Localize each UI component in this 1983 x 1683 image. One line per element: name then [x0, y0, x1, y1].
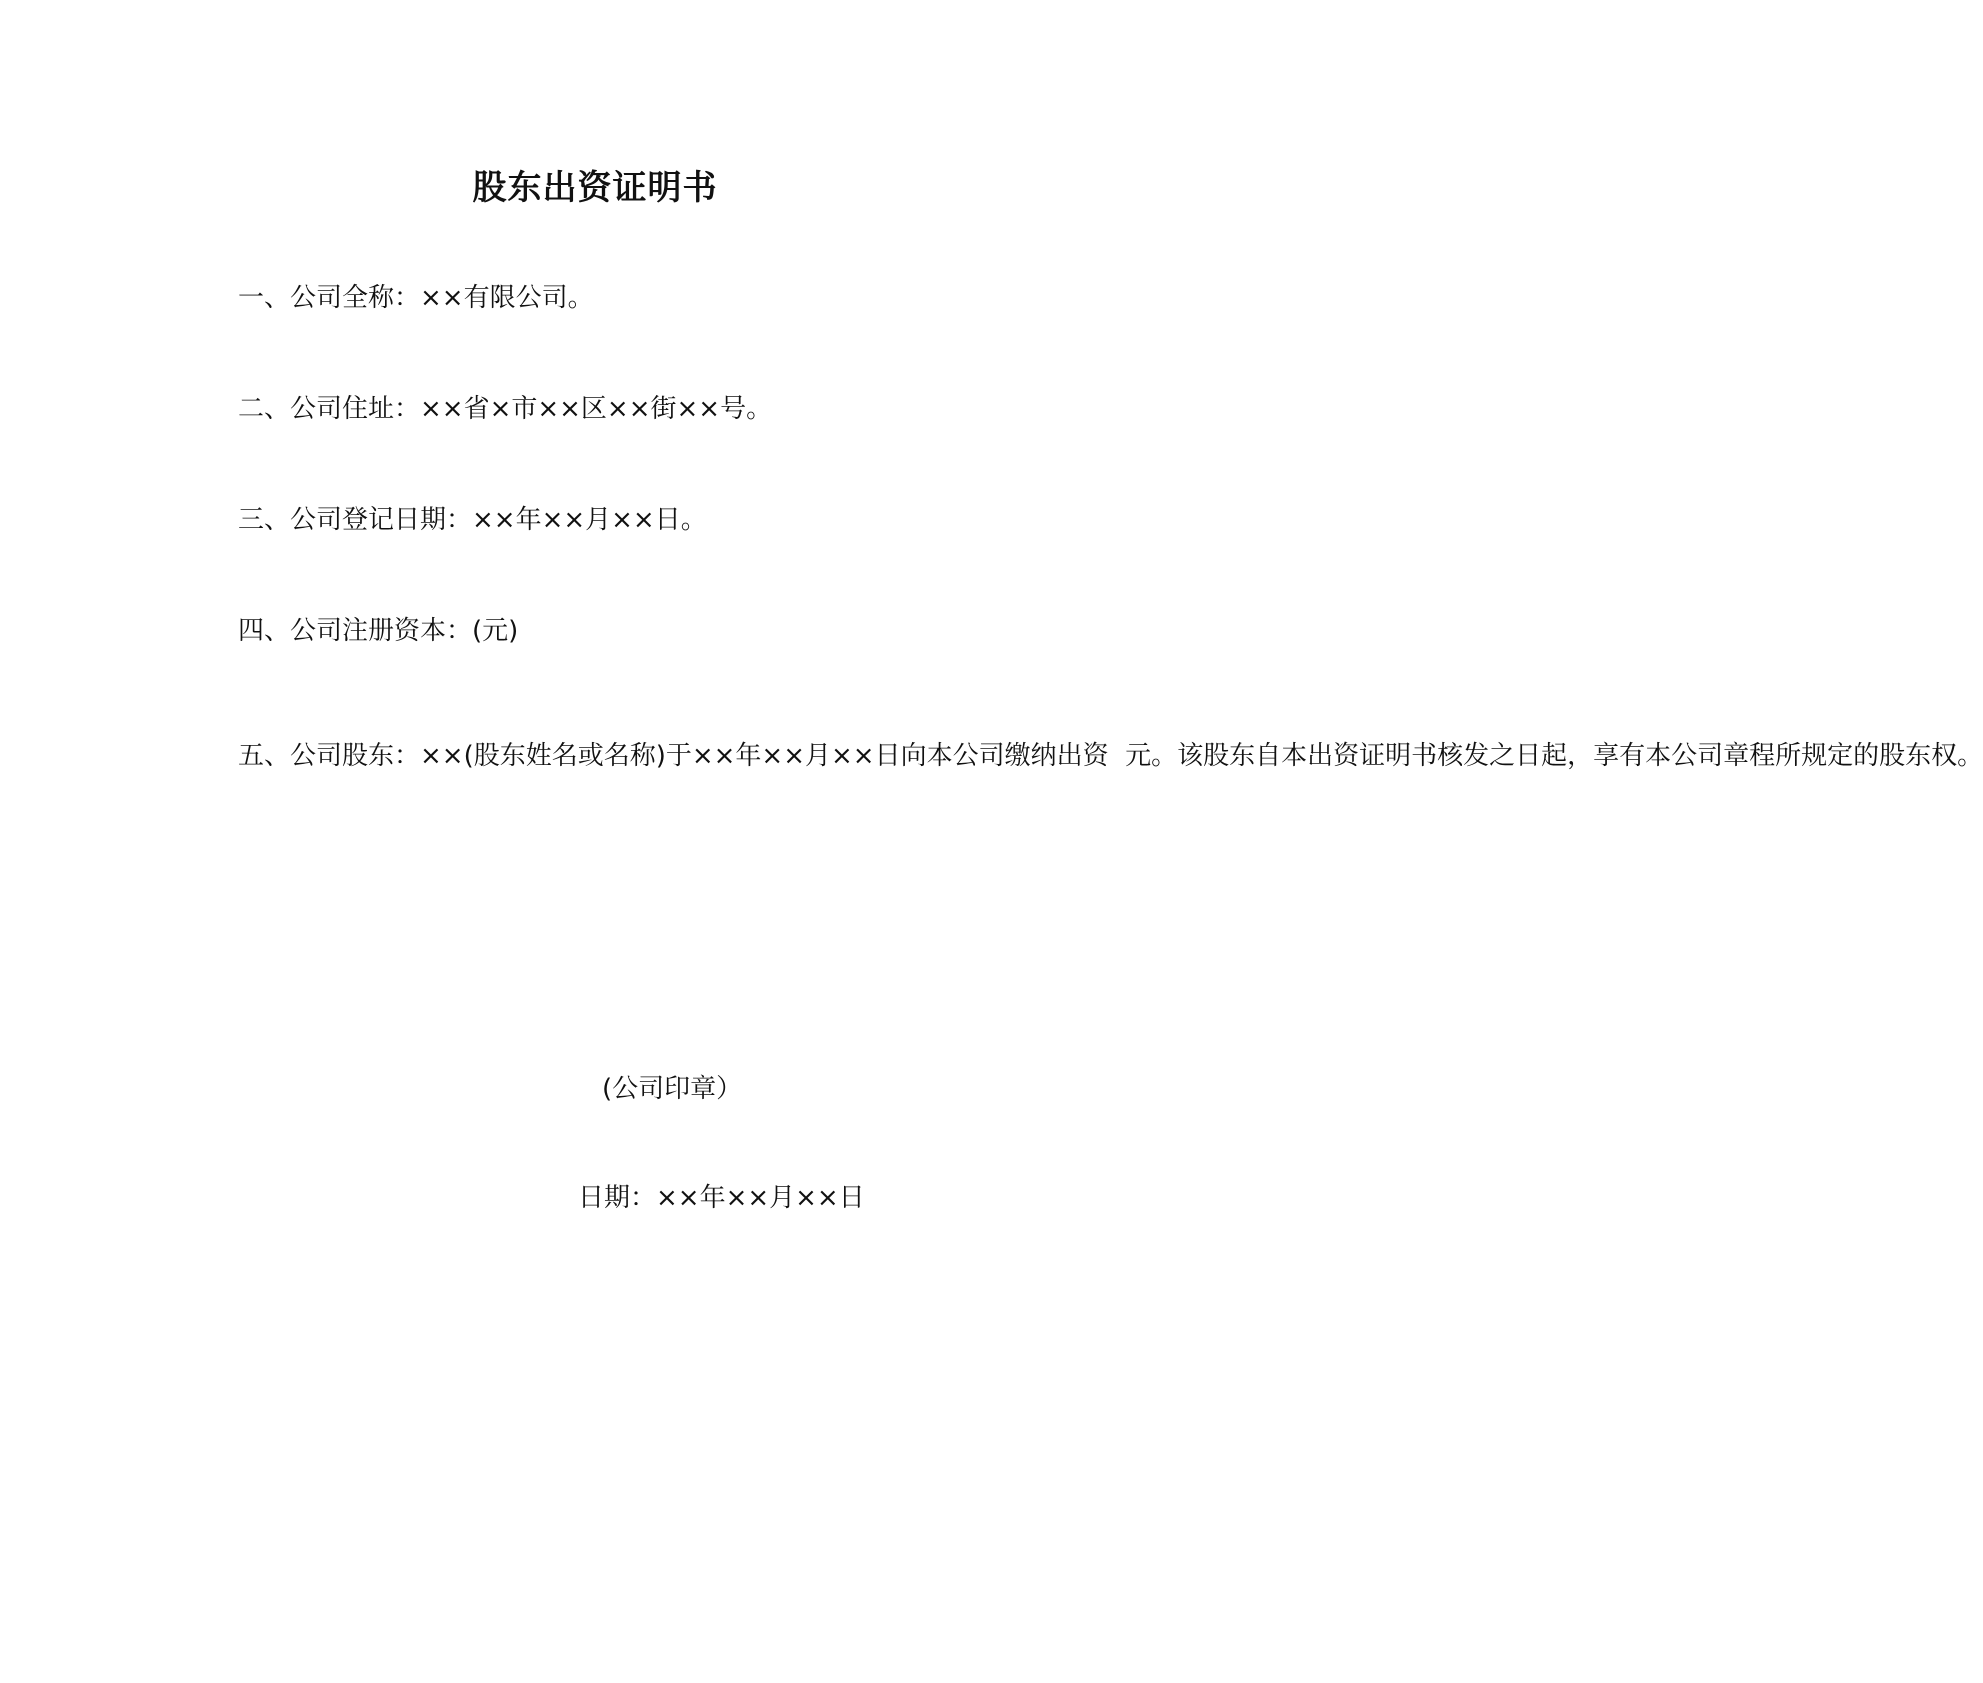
item-shareholder-text: 五、公司股东：××(股东姓名或名称)于××年××月××日向本公司缴纳出资 元。该股东自本出资证明书核发之日起，享有本公司章程所规定的股东权。 [238, 741, 1983, 771]
document-title: 股东出资证明书 [472, 168, 718, 208]
company-seal-label: (公司印章） [602, 1074, 743, 1104]
signature-date: 日期：××年××月××日 [578, 1183, 865, 1213]
item-registration-date: 三、公司登记日期：××年××月××日。 [238, 505, 707, 535]
item-company-address: 二、公司住址：××省×市××区××街××号。 [238, 394, 773, 424]
item-shareholder-paragraph [180, 724, 1983, 788]
item-company-name: 一、公司全称：××有限公司。 [238, 283, 594, 313]
item-registered-capital: 四、公司注册资本：(元) [238, 616, 519, 646]
